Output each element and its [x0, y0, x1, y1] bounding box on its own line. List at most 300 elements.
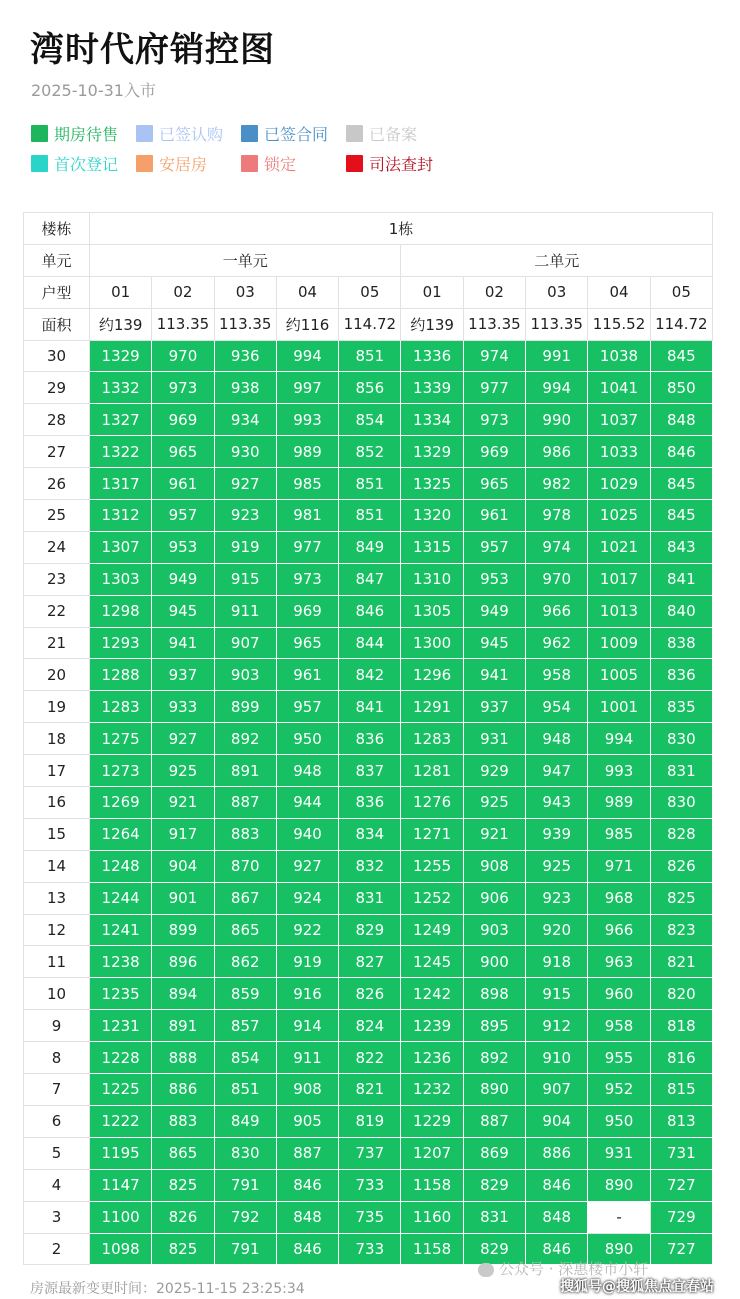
unit-price-cell: 1305	[401, 595, 463, 627]
unit-price-cell: 836	[339, 787, 401, 819]
unit-price-cell: 1248	[90, 850, 152, 882]
table-row	[24, 1169, 713, 1201]
unit-price-cell: 966	[526, 595, 588, 627]
unit-price-cell: 994	[526, 372, 588, 404]
unit-price-cell: 887	[463, 1105, 525, 1137]
area-header: 114.72	[339, 308, 401, 340]
unit-price-cell: 911	[276, 1042, 338, 1074]
table-row	[24, 436, 713, 468]
table-row	[24, 818, 713, 850]
unit-price-cell: 908	[463, 850, 525, 882]
unit-price-cell: 936	[214, 340, 276, 372]
table-row	[24, 500, 713, 532]
unit-price-cell: 826	[152, 1201, 214, 1233]
legend-swatch	[346, 125, 363, 142]
legend-label: 已备案	[369, 124, 418, 144]
unit-price-cell: 735	[339, 1201, 401, 1233]
unit-price-cell: 1317	[90, 468, 152, 500]
unit-price-cell: 1005	[588, 659, 650, 691]
unit-price-cell: 1325	[401, 468, 463, 500]
unit-price-cell: 965	[463, 468, 525, 500]
unit-price-cell: 1017	[588, 563, 650, 595]
unit-price-cell: 973	[152, 372, 214, 404]
unit-price-cell: 892	[214, 723, 276, 755]
unit-price-cell: 943	[526, 787, 588, 819]
area-header: 113.35	[463, 308, 525, 340]
unit-price-cell: 969	[152, 404, 214, 436]
unit-price-cell: 792	[214, 1201, 276, 1233]
area-header: 约116	[276, 308, 338, 340]
table-row	[24, 1010, 713, 1042]
floor-number: 18	[24, 723, 90, 755]
table-row	[24, 850, 713, 882]
unit-price-cell: 869	[463, 1137, 525, 1169]
unit-price-cell: 836	[339, 723, 401, 755]
legend-item	[346, 152, 451, 175]
area-header: 113.35	[526, 308, 588, 340]
legend-swatch	[241, 155, 258, 172]
unit-price-cell: 733	[339, 1233, 401, 1265]
unit-price-cell: 1041	[588, 372, 650, 404]
unit-price-cell: 831	[463, 1201, 525, 1233]
unit-price-cell: 846	[526, 1169, 588, 1201]
unit-price-cell: 970	[526, 563, 588, 595]
unit-price-cell: 1242	[401, 978, 463, 1010]
unit-price-cell: 1329	[401, 436, 463, 468]
unit-price-cell: 846	[339, 595, 401, 627]
table-row	[24, 1074, 713, 1106]
unit-price-cell: 850	[650, 372, 712, 404]
unit-price-cell: 865	[152, 1137, 214, 1169]
unit-price-cell: 940	[276, 818, 338, 850]
floor-number: 29	[24, 372, 90, 404]
area-label: 面积	[24, 308, 90, 340]
unit-price-cell: 830	[214, 1137, 276, 1169]
unit-price-cell: 837	[339, 755, 401, 787]
unit-price-cell: 927	[276, 850, 338, 882]
unit-price-cell: 827	[339, 946, 401, 978]
unit-price-cell: 969	[463, 436, 525, 468]
unit-price-cell: 931	[588, 1137, 650, 1169]
unit-price-cell: 961	[276, 659, 338, 691]
unit-price-cell: 737	[339, 1137, 401, 1169]
type-header: 03	[214, 276, 276, 308]
unit-price-cell: 949	[152, 563, 214, 595]
unit-price-cell: 1296	[401, 659, 463, 691]
unit-price-cell: 821	[650, 946, 712, 978]
unit-price-cell: 845	[650, 468, 712, 500]
type-row	[24, 276, 713, 308]
unit-price-cell: 835	[650, 691, 712, 723]
unit-price-cell: 1269	[90, 787, 152, 819]
unit-price-cell: 1252	[401, 882, 463, 914]
unit-price-cell: 851	[339, 340, 401, 372]
unit-price-cell: 890	[463, 1074, 525, 1106]
unit-price-cell: 823	[650, 914, 712, 946]
unit-price-cell: 815	[650, 1074, 712, 1106]
unit-price-cell: 944	[276, 787, 338, 819]
unit-price-cell: 1021	[588, 531, 650, 563]
floor-number: 21	[24, 627, 90, 659]
unit-price-cell: 828	[650, 818, 712, 850]
unit-price-cell: 1281	[401, 755, 463, 787]
unit-price-cell: 965	[276, 627, 338, 659]
legend-item	[241, 152, 346, 175]
unit-price-cell: 888	[152, 1042, 214, 1074]
table-row	[24, 978, 713, 1010]
unit-price-cell: 901	[152, 882, 214, 914]
unit-price-cell: 832	[339, 850, 401, 882]
floor-number: 17	[24, 755, 90, 787]
sohu-watermark: 搜狐号@搜狐焦点宜春站	[560, 1279, 714, 1295]
unit-price-cell: 952	[588, 1074, 650, 1106]
unit-price-cell: 1245	[401, 946, 463, 978]
unit-price-cell: 727	[650, 1233, 712, 1265]
unit-price-cell: 840	[650, 595, 712, 627]
unit-price-cell: 859	[214, 978, 276, 1010]
unit-price-cell: 1298	[90, 595, 152, 627]
floor-number: 15	[24, 818, 90, 850]
unit-price-cell: 857	[214, 1010, 276, 1042]
unit-price-cell: 925	[526, 850, 588, 882]
unit-price-cell: 930	[214, 436, 276, 468]
type-header: 05	[339, 276, 401, 308]
unit-price-cell: 844	[339, 627, 401, 659]
last-update-time: 房源最新变更时间：2025-11-15 23:25:34	[30, 1281, 305, 1297]
type-label: 户型	[24, 276, 90, 308]
unit-price-cell: 1037	[588, 404, 650, 436]
unit-price-cell: 949	[463, 595, 525, 627]
unit-price-cell: -	[588, 1201, 650, 1233]
unit-price-cell: 1312	[90, 500, 152, 532]
table-row	[24, 1201, 713, 1233]
floor-number: 3	[24, 1201, 90, 1233]
unit-price-cell: 895	[463, 1010, 525, 1042]
unit-price-cell: 989	[276, 436, 338, 468]
unit-price-cell: 937	[152, 659, 214, 691]
unit-price-cell: 954	[526, 691, 588, 723]
unit-price-cell: 825	[152, 1169, 214, 1201]
floor-number: 20	[24, 659, 90, 691]
type-header: 05	[650, 276, 712, 308]
legend-item	[346, 122, 451, 145]
unit-price-cell: 981	[276, 500, 338, 532]
legend-swatch	[241, 125, 258, 142]
unit-price-cell: 851	[339, 468, 401, 500]
unit-price-cell: 903	[214, 659, 276, 691]
unit-price-cell: 1329	[90, 340, 152, 372]
unit-price-cell: 1038	[588, 340, 650, 372]
unit-price-cell: 856	[339, 372, 401, 404]
unit-price-cell: 813	[650, 1105, 712, 1137]
sales-control-table	[23, 212, 713, 1265]
unit-price-cell: 848	[526, 1201, 588, 1233]
unit-price-cell: 821	[339, 1074, 401, 1106]
unit-price-cell: 1334	[401, 404, 463, 436]
unit-price-cell: 924	[276, 882, 338, 914]
unit-price-cell: 891	[214, 755, 276, 787]
unit-price-cell: 898	[463, 978, 525, 1010]
unit-price-cell: 925	[463, 787, 525, 819]
floor-number: 2	[24, 1233, 90, 1265]
unit-price-cell: 1195	[90, 1137, 152, 1169]
table-row	[24, 404, 713, 436]
unit-price-cell: 947	[526, 755, 588, 787]
unit-price-cell: 1158	[401, 1233, 463, 1265]
unit-price-cell: 927	[214, 468, 276, 500]
type-header: 01	[90, 276, 152, 308]
unit-price-cell: 842	[339, 659, 401, 691]
unit-price-cell: 907	[214, 627, 276, 659]
unit-price-cell: 816	[650, 1042, 712, 1074]
unit-price-cell: 1033	[588, 436, 650, 468]
unit-price-cell: 731	[650, 1137, 712, 1169]
unit-price-cell: 993	[588, 755, 650, 787]
unit-price-cell: 994	[276, 340, 338, 372]
unit-price-cell: 990	[526, 404, 588, 436]
unit-price-cell: 829	[339, 914, 401, 946]
wechat-icon	[478, 1263, 494, 1277]
unit-price-cell: 974	[463, 340, 525, 372]
area-header: 约139	[401, 308, 463, 340]
unit-price-cell: 1225	[90, 1074, 152, 1106]
unit-price-cell: 838	[650, 627, 712, 659]
unit-price-cell: 834	[339, 818, 401, 850]
legend-swatch	[346, 155, 363, 172]
unit-price-cell: 929	[463, 755, 525, 787]
legend-label: 首次登记	[54, 154, 119, 174]
legend-item	[31, 152, 136, 175]
unit-price-cell: 919	[214, 531, 276, 563]
unit-price-cell: 923	[526, 882, 588, 914]
unit-price-cell: 950	[276, 723, 338, 755]
unit-price-cell: 903	[463, 914, 525, 946]
unit-price-cell: 939	[526, 818, 588, 850]
unit-price-cell: 1288	[90, 659, 152, 691]
floor-number: 5	[24, 1137, 90, 1169]
unit-price-cell: 997	[276, 372, 338, 404]
unit-price-cell: 1207	[401, 1137, 463, 1169]
unit-price-cell: 1100	[90, 1201, 152, 1233]
unit-price-cell: 950	[588, 1105, 650, 1137]
unit-price-cell: 1098	[90, 1233, 152, 1265]
floor-number: 26	[24, 468, 90, 500]
unit-price-cell: 1232	[401, 1074, 463, 1106]
unit-price-cell: 854	[214, 1042, 276, 1074]
unit-price-cell: 1158	[401, 1169, 463, 1201]
unit-price-cell: 890	[588, 1169, 650, 1201]
table-row	[24, 468, 713, 500]
unit-price-cell: 886	[526, 1137, 588, 1169]
area-header: 115.52	[588, 308, 650, 340]
table-row	[24, 723, 713, 755]
unit-price-cell: 1255	[401, 850, 463, 882]
unit-price-cell: 819	[339, 1105, 401, 1137]
area-header: 114.72	[650, 308, 712, 340]
table-row	[24, 755, 713, 787]
table-row	[24, 914, 713, 946]
unit-price-cell: 841	[650, 563, 712, 595]
unit-price-cell: 831	[339, 882, 401, 914]
unit-price-cell: 933	[152, 691, 214, 723]
unit-price-cell: 1336	[401, 340, 463, 372]
unit-price-cell: 934	[214, 404, 276, 436]
unit-price-cell: 989	[588, 787, 650, 819]
floor-number: 22	[24, 595, 90, 627]
unit-price-cell: 1291	[401, 691, 463, 723]
unit-price-cell: 925	[152, 755, 214, 787]
table-row	[24, 627, 713, 659]
unit-price-cell: 1276	[401, 787, 463, 819]
unit-price-cell: 961	[152, 468, 214, 500]
unit-price-cell: 846	[276, 1169, 338, 1201]
floor-number: 11	[24, 946, 90, 978]
floor-number: 16	[24, 787, 90, 819]
unit-price-cell: 908	[276, 1074, 338, 1106]
unit-price-cell: 948	[526, 723, 588, 755]
unit-price-cell: 907	[526, 1074, 588, 1106]
unit-price-cell: 825	[152, 1233, 214, 1265]
unit-price-cell: 915	[526, 978, 588, 1010]
unit-price-cell: 1222	[90, 1105, 152, 1137]
unit-price-cell: 918	[526, 946, 588, 978]
floor-number: 10	[24, 978, 90, 1010]
type-header: 02	[152, 276, 214, 308]
unit-price-cell: 1264	[90, 818, 152, 850]
unit-price-cell: 1339	[401, 372, 463, 404]
unit-price-cell: 915	[214, 563, 276, 595]
unit-price-cell: 994	[588, 723, 650, 755]
unit-price-cell: 953	[463, 563, 525, 595]
unit-price-cell: 824	[339, 1010, 401, 1042]
unit-price-cell: 1241	[90, 914, 152, 946]
unit-price-cell: 966	[588, 914, 650, 946]
unit-price-cell: 973	[463, 404, 525, 436]
unit-price-cell: 921	[152, 787, 214, 819]
unit-price-cell: 1239	[401, 1010, 463, 1042]
unit-price-cell: 892	[463, 1042, 525, 1074]
unit-price-cell: 852	[339, 436, 401, 468]
unit-price-cell: 847	[339, 563, 401, 595]
unit-price-cell: 1273	[90, 755, 152, 787]
unit-price-cell: 1228	[90, 1042, 152, 1074]
unit-price-cell: 965	[152, 436, 214, 468]
unit-price-cell: 923	[214, 500, 276, 532]
unit-price-cell: 941	[152, 627, 214, 659]
unit-price-cell: 1327	[90, 404, 152, 436]
type-header: 02	[463, 276, 525, 308]
legend-swatch	[136, 155, 153, 172]
unit-price-cell: 846	[650, 436, 712, 468]
legend-label: 已签认购	[159, 124, 224, 144]
unit-price-cell: 886	[152, 1074, 214, 1106]
area-header: 113.35	[152, 308, 214, 340]
unit-price-cell: 910	[526, 1042, 588, 1074]
unit-price-cell: 963	[588, 946, 650, 978]
unit-price-cell: 957	[463, 531, 525, 563]
table-row	[24, 1042, 713, 1074]
unit-price-cell: 970	[152, 340, 214, 372]
building-label: 楼栋	[24, 213, 90, 245]
floor-number: 30	[24, 340, 90, 372]
unit-price-cell: 862	[214, 946, 276, 978]
area-header: 113.35	[214, 308, 276, 340]
unit-price-cell: 957	[276, 691, 338, 723]
unit-price-cell: 955	[588, 1042, 650, 1074]
unit-price-cell: 733	[339, 1169, 401, 1201]
unit-price-cell: 896	[152, 946, 214, 978]
unit-price-cell: 825	[650, 882, 712, 914]
unit-price-cell: 887	[276, 1137, 338, 1169]
legend-label: 安居房	[159, 154, 208, 174]
unit-row	[24, 244, 713, 276]
table-row	[24, 372, 713, 404]
unit-price-cell: 973	[276, 563, 338, 595]
unit-price-cell: 986	[526, 436, 588, 468]
unit-price-cell: 912	[526, 1010, 588, 1042]
table-row	[24, 946, 713, 978]
unit-price-cell: 969	[276, 595, 338, 627]
unit-price-cell: 1147	[90, 1169, 152, 1201]
unit-price-cell: 791	[214, 1169, 276, 1201]
unit-price-cell: 977	[463, 372, 525, 404]
unit-price-cell: 993	[276, 404, 338, 436]
table-row	[24, 659, 713, 691]
unit-price-cell: 727	[650, 1169, 712, 1201]
unit-price-cell: 1283	[90, 691, 152, 723]
floor-number: 6	[24, 1105, 90, 1137]
unit-price-cell: 971	[588, 850, 650, 882]
legend-swatch	[31, 125, 48, 142]
unit-price-cell: 894	[152, 978, 214, 1010]
unit-price-cell: 829	[463, 1169, 525, 1201]
unit-price-cell: 899	[152, 914, 214, 946]
floor-number: 14	[24, 850, 90, 882]
unit-price-cell: 854	[339, 404, 401, 436]
unit-price-cell: 920	[526, 914, 588, 946]
unit-price-cell: 1013	[588, 595, 650, 627]
table-row	[24, 563, 713, 595]
type-header: 04	[276, 276, 338, 308]
unit-price-cell: 960	[588, 978, 650, 1010]
unit-label: 单元	[24, 244, 90, 276]
unit-price-cell: 851	[339, 500, 401, 532]
unit-price-cell: 957	[152, 500, 214, 532]
unit-price-cell: 974	[526, 531, 588, 563]
unit-price-cell: 843	[650, 531, 712, 563]
legend-swatch	[136, 125, 153, 142]
unit-price-cell: 914	[276, 1010, 338, 1042]
floor-number: 9	[24, 1010, 90, 1042]
floor-number: 8	[24, 1042, 90, 1074]
type-header: 03	[526, 276, 588, 308]
unit-price-cell: 845	[650, 340, 712, 372]
legend-item	[136, 122, 241, 145]
unit-header: 一单元	[90, 244, 401, 276]
building-row	[24, 213, 713, 245]
unit-price-cell: 1236	[401, 1042, 463, 1074]
legend-row	[31, 148, 591, 178]
unit-price-cell: 991	[526, 340, 588, 372]
floor-number: 4	[24, 1169, 90, 1201]
unit-price-cell: 1303	[90, 563, 152, 595]
type-header: 04	[588, 276, 650, 308]
unit-price-cell: 1229	[401, 1105, 463, 1137]
floor-number: 7	[24, 1074, 90, 1106]
unit-price-cell: 1009	[588, 627, 650, 659]
unit-price-cell: 848	[276, 1201, 338, 1233]
unit-price-cell: 922	[276, 914, 338, 946]
